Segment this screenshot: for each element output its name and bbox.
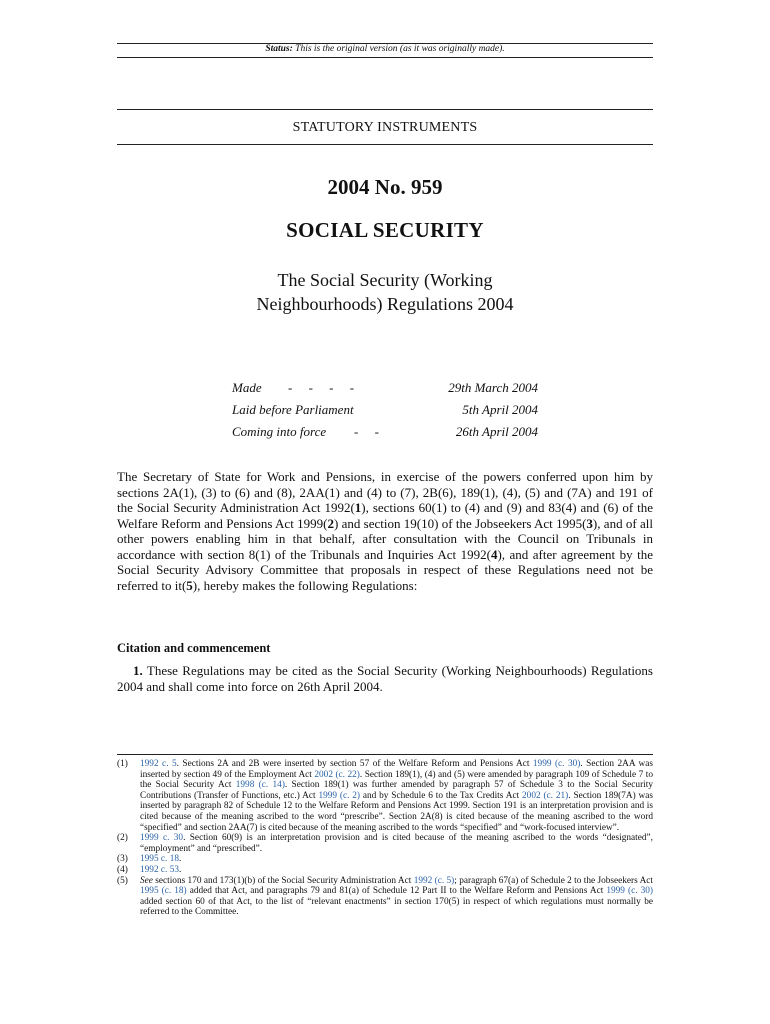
footnote-ref-4[interactable]: 4	[490, 546, 498, 562]
citation-link[interactable]: 1998 (c. 14)	[235, 780, 285, 791]
section-heading: Citation and commencement	[117, 641, 271, 655]
title-line-2: Neighbourhoods) Regulations 2004	[256, 294, 514, 314]
series-top-rule	[117, 109, 653, 110]
footnote-ref-3[interactable]: 3	[586, 515, 593, 531]
footnote-text: . Section 60(9) is an interpretation provision and is cited because of the meaning ascribed to the words “designated”, “employment” and “prescribed”.	[140, 833, 653, 854]
preamble-text: The Secretary of State for Work and Pensions, in exercise of the powers conferred upon him by sections 2A(1), (3) to (6) and (8), 2AA(1) and (4) to (7), 2B(6), 189(1), (4), (5) and (7A) and 191 of the Social Security Administration Act 1992(	[117, 469, 653, 515]
footnote-text: . Section 189(1) was further amended by paragraph 57 of Schedule 3 to the Social Security Contributions (Transfer of Functions, etc.) Act	[140, 780, 653, 801]
regulation-1	[117, 663, 653, 695]
preamble-text: ), and after agreement by the Social Security Advisory Committee that proposals in respect of these Regulations need not be referred to it(	[117, 546, 653, 593]
citation-link[interactable]: 1999 (c. 30)	[532, 759, 581, 769]
date-value: 29th March 2004	[448, 380, 538, 395]
footnote-text: .	[179, 864, 182, 875]
footnote-item	[117, 865, 653, 876]
citation-link[interactable]: 1992 (c. 5)	[413, 875, 455, 886]
footnotes-list	[117, 759, 653, 918]
date-value: 26th April 2004	[455, 424, 538, 439]
status-line	[117, 44, 653, 54]
date-dashes: - -	[354, 424, 379, 439]
citation-link[interactable]: 1999 (c. 30)	[606, 886, 653, 897]
footnote-number: (1)	[117, 759, 128, 769]
preamble-paragraph	[117, 469, 653, 593]
footnote-text: added that Act, and paragraphs 79 and 81(a) of Schedule 12 Part II to the Welfare Reform and Pensions Act	[186, 886, 607, 897]
status-bottom-rule	[117, 57, 653, 58]
citation-link[interactable]: 1999 (c. 2)	[318, 790, 361, 801]
citation-link[interactable]: 2002 (c. 22)	[314, 769, 360, 780]
instrument-number: 2004 No. 959	[327, 175, 443, 199]
status-label: Status:	[265, 44, 293, 54]
footnote-item	[117, 759, 653, 833]
date-row-laid	[232, 402, 538, 424]
date-row-coming-into-force	[232, 424, 538, 446]
citation-link[interactable]: 2002 (c. 21)	[522, 790, 569, 801]
citation-link[interactable]: 1995 (c. 18)	[140, 886, 187, 897]
footnote-ref-1[interactable]: 1	[354, 500, 362, 515]
series-heading: STATUTORY INSTRUMENTS	[292, 120, 478, 135]
footnote-ref-5[interactable]: 5	[186, 577, 193, 593]
footnote-number: (5)	[117, 875, 128, 886]
citation-link[interactable]: 1999 c. 30	[140, 833, 184, 844]
preamble-text: ), sections 60(1) to (4) and (9) and 83(4) and (6) of the Welfare Reform and Pensions Act 1999(	[117, 500, 653, 531]
date-label: Made	[232, 380, 262, 395]
date-label: Laid before Parliament	[232, 402, 354, 417]
footnote-text: . Section 189(7A) was inserted by paragraph 82 of Schedule 12 to the Welfare Reform and Pensions Act 1999. Section 191 is an interpretation provision and is cited because of the meaning ascribed to the word “prescribe”. Section 2A(8) is cited because of the meaning ascribed to the word “specified” and section 2AA(7) is cited because of the meaning ascribed to the words “specified” and “work-focused interview”.	[140, 790, 653, 833]
footnote-number: (3)	[117, 854, 128, 865]
citation-link[interactable]: 1995 c. 18	[140, 854, 179, 865]
preamble-text: ) and section 19(10) of the Jobseekers Act 1995(	[333, 515, 587, 531]
footnote-rule	[117, 754, 653, 755]
footnote-text: See	[140, 875, 153, 886]
subject-heading: SOCIAL SECURITY	[286, 218, 484, 242]
instrument-title	[117, 268, 653, 316]
title-line-1: The Social Security (Working	[277, 270, 493, 290]
footnote-text: sections 170 and 173(1)(b) of the Social Security Administration Act	[152, 875, 414, 886]
date-label: Coming into force	[232, 424, 327, 439]
preamble-text: ), and of all other powers enabling him in that behalf, after consultation with the Council on Tribunals in accordance with section 8(1) of the Tribunals and Inquiries Act 1992(	[117, 515, 654, 562]
footnote-item	[117, 833, 653, 854]
footnote-item	[117, 876, 653, 918]
footnote-text: . Sections 2A and 2B were inserted by section 57 of the Welfare Reform and Pensions Act	[176, 759, 533, 769]
footnote-number: (2)	[117, 833, 128, 844]
footnote-ref-2[interactable]: 2	[327, 515, 334, 531]
footnote-item	[117, 854, 653, 865]
date-dashes: - - - -	[288, 380, 355, 395]
regulation-text: These Regulations may be cited as the Social Security (Working Neighbourhoods) Regulations 2004 and shall come into force on 26th April 2004.	[117, 663, 653, 694]
footnote-text: . Section 189(1), (4) and (5) were amended by paragraph 109 of Schedule 7 to the Social Security Act	[140, 769, 653, 791]
footnote-text: ; paragraph 67(a) of Schedule 2 to the Jobseekers Act	[454, 875, 653, 886]
citation-link[interactable]: 1992 c. 5	[140, 759, 177, 769]
status-text: This is the original version (as it was originally made).	[295, 44, 505, 54]
footnote-number: (4)	[117, 864, 128, 875]
footnote-text: added section 60 of that Act, to the list of “relevant enactments” in section 170(5) in respect of which regulations must normally be referred to the Committee.	[140, 896, 653, 918]
date-value: 5th April 2004	[462, 402, 538, 417]
citation-link[interactable]: 1992 c. 53	[140, 864, 179, 875]
preamble-text: ), hereby makes the following Regulations:	[192, 577, 418, 593]
regulation-number: 1.	[133, 663, 143, 678]
dates-table	[232, 380, 538, 446]
footnote-text: . Section 2AA was inserted by section 49 of the Employment Act	[140, 759, 654, 780]
footnote-text: .	[179, 854, 182, 865]
footnote-text: and by Schedule 6 to the Tax Credits Act	[360, 790, 523, 801]
date-row-made	[232, 380, 538, 402]
series-bottom-rule	[117, 144, 653, 145]
